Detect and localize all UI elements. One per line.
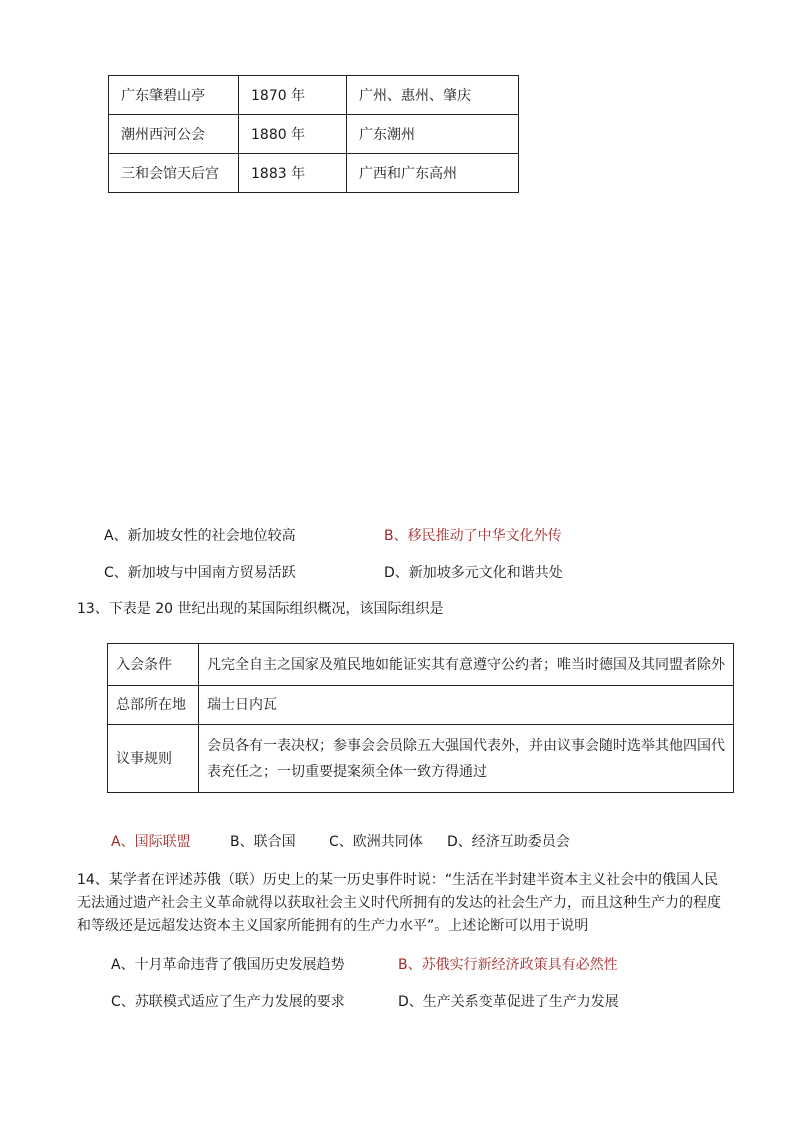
- q12-option-a: A、新加坡女性的社会地位较高: [104, 528, 296, 544]
- table-row: [109, 115, 519, 154]
- q14-stem-line3: 和等级还是远超发达资本主义国家所能拥有的生产力水平”。上述论断可以用于说明: [77, 918, 589, 934]
- table-row: [109, 154, 519, 193]
- organization-table: [107, 643, 734, 793]
- table-value: 瑞士日内瓦: [199, 686, 734, 725]
- table-key: 总部所在地: [108, 686, 199, 725]
- q12-option-d: D、新加坡多元文化和谐共处: [384, 565, 563, 581]
- table-value: 会员各有一表决权；参事会会员除五大强国代表外，并由议事会随时选举其他四国代表充任之；一切重要提案须全体一致方得通过: [199, 725, 734, 793]
- q13-stem: 13、下表是 20 世纪出现的某国际组织概况，该国际组织是: [77, 601, 444, 617]
- table-cell: 广西和广东高州: [347, 154, 519, 193]
- q12-option-c: C、新加坡与中国南方贸易活跃: [104, 565, 296, 581]
- q12-option-b: B、移民推动了中华文化外传: [384, 528, 562, 544]
- migration-table: [108, 75, 519, 193]
- q14-stem-line1: 14、某学者在评述苏俄（联）历史上的某一历史事件时说：“生活在半封建半资本主义社会中的俄国人民: [77, 872, 719, 888]
- table-cell: 1880 年: [239, 115, 347, 154]
- q13-option-b: B、联合国: [230, 834, 296, 850]
- table-row: [108, 644, 734, 686]
- table-cell: 潮州西河公会: [109, 115, 239, 154]
- table-key: 议事规则: [108, 725, 199, 793]
- table-key: 入会条件: [108, 644, 199, 686]
- table-cell: 广东肇碧山亭: [109, 76, 239, 115]
- q14-option-a: A、十月革命违背了俄国历史发展趋势: [111, 957, 345, 973]
- q13-option-c: C、欧洲共同体: [329, 834, 423, 850]
- q14-stem-line2: 无法通过遗产社会主义革命就得以获取社会主义时代所拥有的发达的社会生产力，而且这种生产力的程度: [77, 895, 721, 911]
- q13-option-d: D、经济互助委员会: [447, 834, 570, 850]
- table-cell: 1883 年: [239, 154, 347, 193]
- table-cell: 三和会馆天后宫: [109, 154, 239, 193]
- table-row: [108, 686, 734, 725]
- table-cell: 1870 年: [239, 76, 347, 115]
- q14-option-c: C、苏联模式适应了生产力发展的要求: [111, 994, 345, 1010]
- q13-option-a: A、国际联盟: [111, 834, 191, 850]
- table-value: 凡完全自主之国家及殖民地如能证实其有意遵守公约者；唯当时德国及其同盟者除外: [199, 644, 734, 686]
- table-cell: 广东潮州: [347, 115, 519, 154]
- table-row: [108, 725, 734, 793]
- table-cell: 广州、惠州、肇庆: [347, 76, 519, 115]
- q14-option-b: B、苏俄实行新经济政策具有必然性: [398, 957, 618, 973]
- q14-option-d: D、生产关系变革促进了生产力发展: [398, 994, 619, 1010]
- table-row: [109, 76, 519, 115]
